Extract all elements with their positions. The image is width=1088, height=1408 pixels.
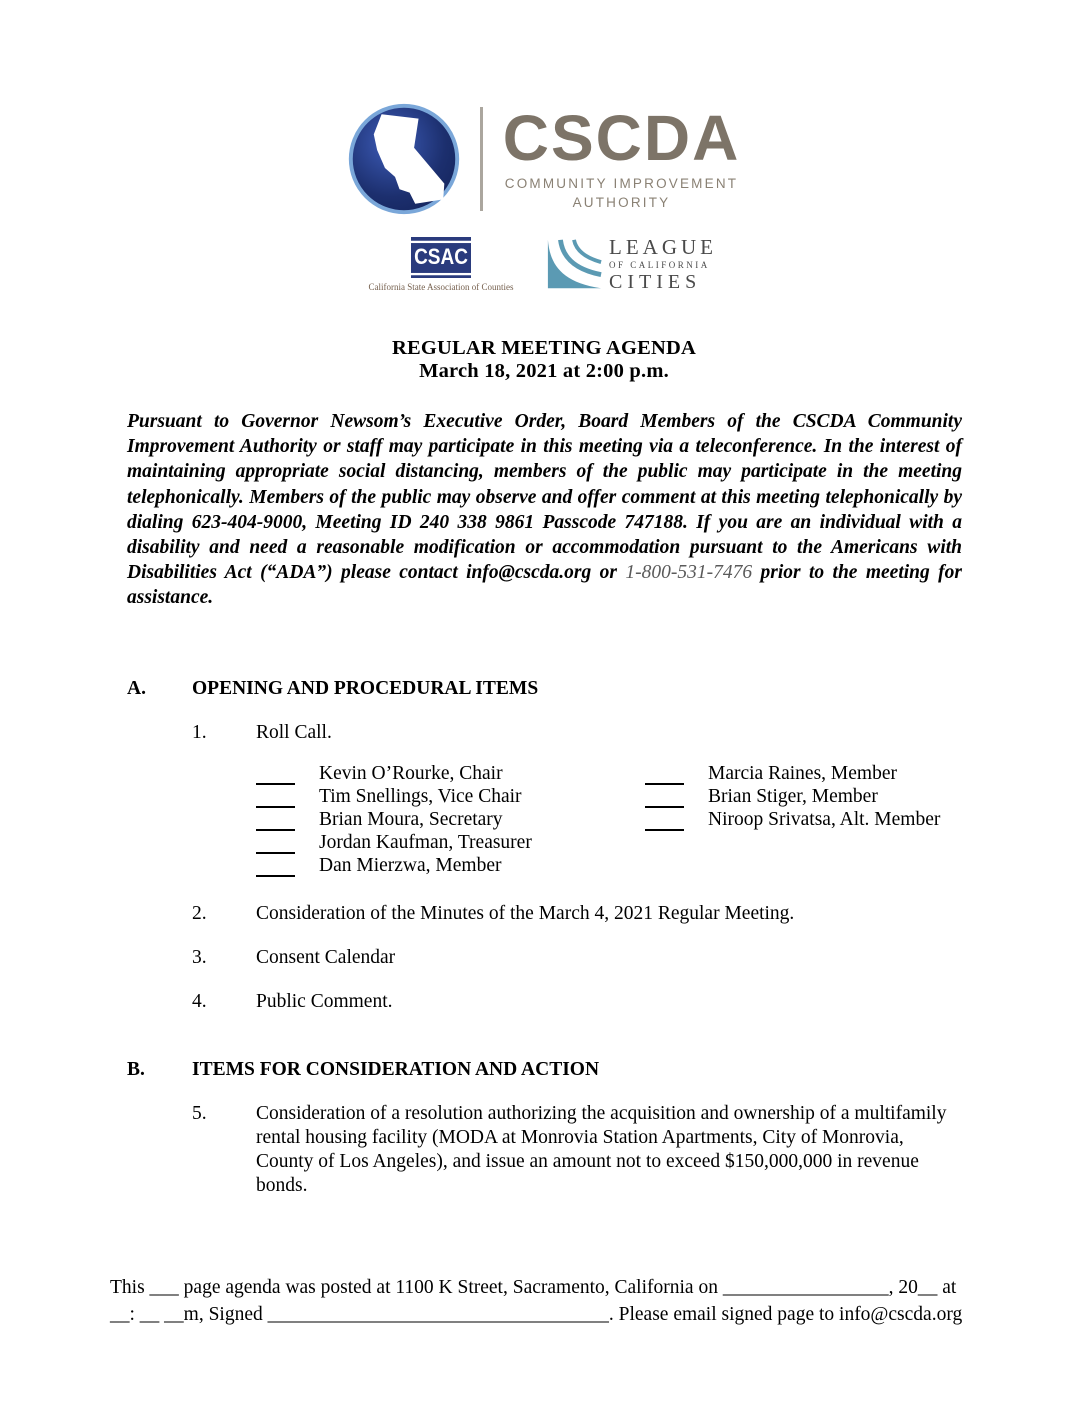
csac-caption: California State Association of Counties xyxy=(368,282,514,292)
title-line1: REGULAR MEETING AGENDA xyxy=(392,337,696,359)
roll-call-row xyxy=(256,763,645,786)
roll-call-row xyxy=(256,785,645,808)
section-b-heading xyxy=(127,1058,962,1082)
cscda-subtitle xyxy=(505,174,738,212)
section-a xyxy=(127,677,962,745)
member-name: Jordan Kaufman, Treasurer xyxy=(319,831,532,853)
notice-tail: prior to the meeting for assistance. xyxy=(127,562,962,609)
item-5-number: 5. xyxy=(192,1102,207,1124)
agenda-item-4 xyxy=(192,990,962,1014)
signature-blank xyxy=(256,813,295,831)
csac-logo xyxy=(368,237,514,292)
teleconference-notice xyxy=(127,409,962,611)
title-line2: March 18, 2021 at 2:00 p.m. xyxy=(419,360,669,382)
member-name: Dan Mierzwa, Member xyxy=(319,854,502,876)
roll-call-left-column xyxy=(256,763,645,877)
item-1-text: Roll Call. xyxy=(256,721,332,743)
roll-call-right-column xyxy=(645,763,940,877)
california-circle-icon xyxy=(348,103,460,215)
roll-call-row xyxy=(256,831,645,854)
section-b-label: B. xyxy=(127,1058,145,1080)
signature-blank xyxy=(645,767,684,785)
footer-line2: __: __ __m, Signed ___________________________________. Please email signed page to info@cscda.org xyxy=(110,1304,963,1325)
section-a-items xyxy=(127,902,962,1014)
item-2-number: 2. xyxy=(192,902,207,924)
cscda-wordmark xyxy=(502,102,741,212)
section-b-title: ITEMS FOR CONSIDERATION AND ACTION xyxy=(192,1058,600,1080)
notice-phone-number: 1-800-531-7476 xyxy=(625,562,753,584)
member-name: Kevin O’Rourke, Chair xyxy=(319,763,503,785)
member-name: Niroop Srivatsa, Alt. Member xyxy=(708,809,941,831)
member-name: Tim Snellings, Vice Chair xyxy=(319,786,522,808)
league-line1: LEAGUE xyxy=(609,235,717,259)
roll-call-row xyxy=(256,854,645,877)
roll-call-row xyxy=(645,763,940,786)
signature-blank xyxy=(645,813,684,831)
item-4-text: Public Comment. xyxy=(256,990,393,1012)
csac-square-icon xyxy=(411,237,471,278)
item-3-number: 3. xyxy=(192,946,207,968)
roll-call-list xyxy=(256,763,1088,877)
member-name: Brian Moura, Secretary xyxy=(319,809,503,831)
league-text xyxy=(609,237,717,293)
item-3-text: Consent Calendar xyxy=(256,946,396,968)
cscda-subtitle-line1: COMMUNITY IMPROVEMENT xyxy=(504,176,739,191)
posting-certification-footer xyxy=(110,1274,980,1328)
item-5-text: Consideration of a resolution authorizing the acquisition and ownership of a multifamily rental housing facility (MODA at Monrovia Station Apartments, City of Monrovia, County of Los Angeles), and issue an amount not to exceed $150,000,000 in revenue bonds. xyxy=(256,1102,947,1196)
agenda-item-5 xyxy=(192,1102,962,1198)
member-name: Brian Stiger, Member xyxy=(708,786,878,808)
agenda-item-1 xyxy=(192,721,962,745)
csac-acronym: CSAC xyxy=(407,240,475,275)
item-1-number: 1. xyxy=(192,721,207,743)
logo-divider xyxy=(480,107,483,211)
footer-line1: This ___ page agenda was posted at 1100 K Street, Sacramento, California on _________________, 20__ at xyxy=(110,1277,957,1298)
section-b xyxy=(127,1058,962,1198)
item-4-number: 4. xyxy=(192,990,207,1012)
agenda-item-3 xyxy=(192,946,962,970)
signature-blank xyxy=(256,767,295,785)
notice-body: Pursuant to Governor Newsom’s Executive Order, Board Members of the CSCDA Community Improvement Authority or staff may participate in this meeting via a teleconference. In the interest of maintaining appropriate social distancing, members of the public may participate in the meeting telephonically. Members of the public may observe and offer comment at this meeting telephonically by dialing 623-404-9000, Meeting ID 240 338 9861 Passcode 747188. If you are an individual with a disability and need a reasonable modification or accommodation pursuant to the Americans with Disabilities Act (“ADA”) please contact info@cscda.org or xyxy=(127,411,962,584)
league-swoosh-icon xyxy=(545,237,603,293)
roll-call-row xyxy=(645,785,940,808)
signature-blank xyxy=(256,790,295,808)
member-name: Marcia Raines, Member xyxy=(708,763,897,785)
document-title xyxy=(0,337,1088,383)
cscda-acronym: CSCDA xyxy=(502,102,741,174)
league-line3: CITIES xyxy=(609,271,702,293)
roll-call-row xyxy=(256,808,645,831)
signature-blank xyxy=(256,859,295,877)
league-line2: OF CALIFORNIA xyxy=(609,260,710,270)
cscda-subtitle-line2: AUTHORITY xyxy=(572,195,671,210)
signature-blank xyxy=(256,836,295,854)
cscda-logo xyxy=(0,0,1088,215)
partner-logos xyxy=(0,237,1088,293)
item-2-text: Consideration of the Minutes of the March 4, 2021 Regular Meeting. xyxy=(256,902,795,924)
section-a-title: OPENING AND PROCEDURAL ITEMS xyxy=(192,677,539,699)
section-a-label: A. xyxy=(127,677,146,699)
roll-call-row xyxy=(645,808,940,831)
signature-blank xyxy=(645,790,684,808)
agenda-item-2 xyxy=(192,902,962,926)
league-logo xyxy=(545,237,717,293)
section-a-heading xyxy=(127,677,962,701)
